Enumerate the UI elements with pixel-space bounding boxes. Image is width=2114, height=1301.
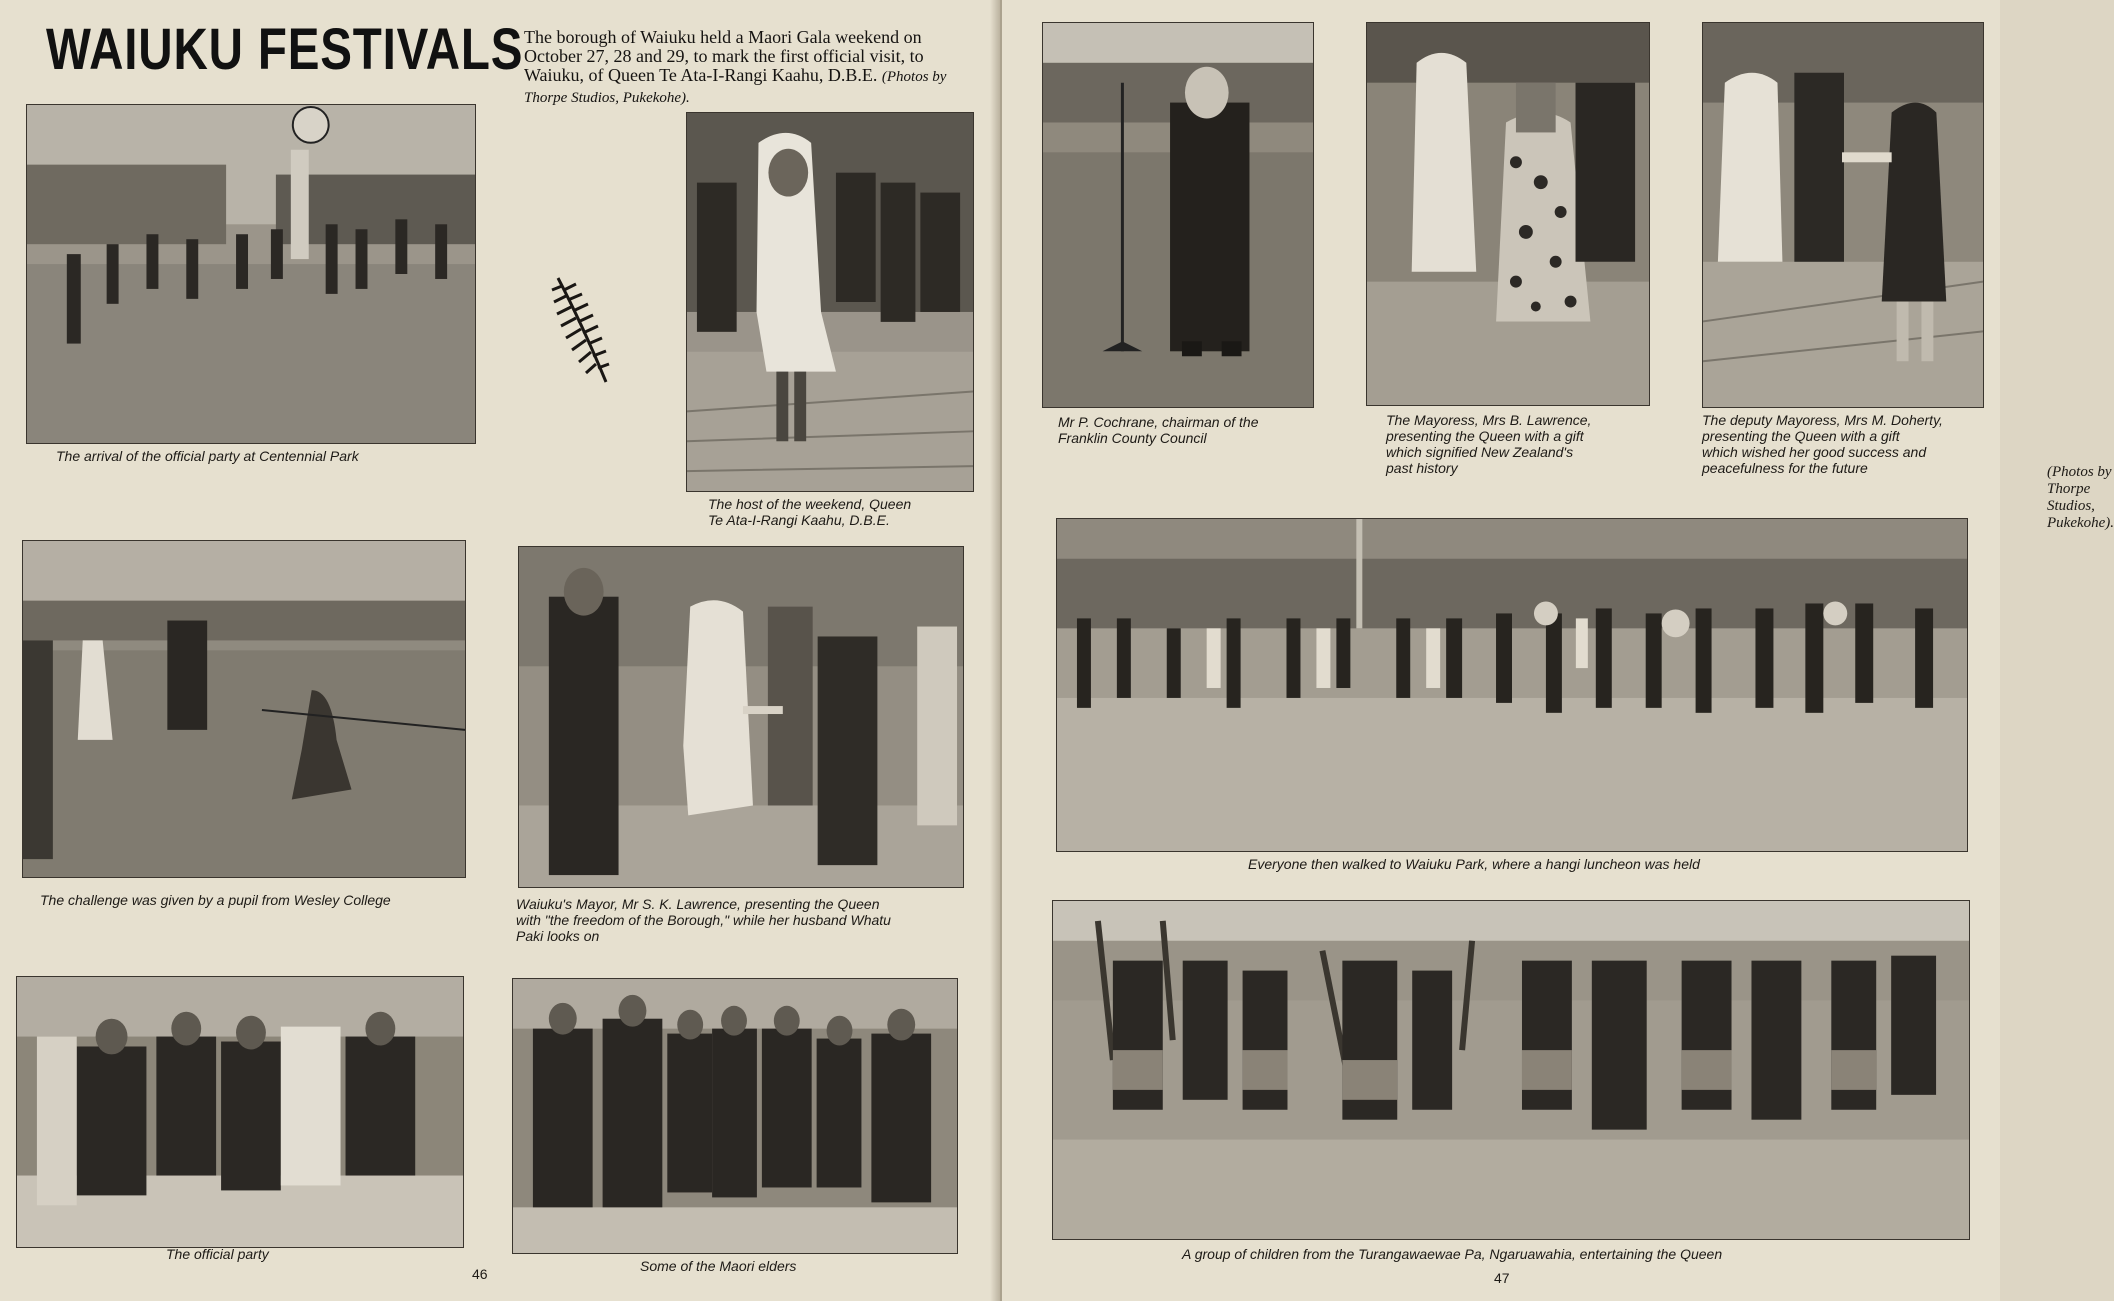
photo-children-performance bbox=[1052, 900, 1970, 1240]
left-page bbox=[0, 0, 998, 1301]
right-page bbox=[1002, 0, 2114, 1301]
intro-paragraph bbox=[524, 28, 974, 108]
caption-arrival: The arrival of the official party at Centennial Park bbox=[56, 448, 359, 464]
photo-cochrane bbox=[1042, 22, 1314, 408]
caption-mayoress: The Mayoress, Mrs B. Lawrence, presenting the Queen with a gift which signified New Zealand's past history bbox=[1386, 412, 1592, 476]
photo-official-party bbox=[16, 976, 464, 1248]
intro-text: The borough of Waiuku held a Maori Gala weekend on October 27, 28 and 29, to mark the first official visit, to Waiuku, of Queen Te Ata-I-Rangi Kaahu, D.B.E. bbox=[524, 27, 924, 85]
photo-challenge bbox=[22, 540, 466, 878]
photo-credit-right: (Photos by Thorpe Studios, Pukekohe). bbox=[2047, 464, 2114, 531]
photo-maori-elders bbox=[512, 978, 958, 1254]
fern-icon bbox=[548, 274, 616, 386]
caption-elders: Some of the Maori elders bbox=[640, 1258, 797, 1274]
caption-deputy: The deputy Mayoress, Mrs M. Doherty, presenting the Queen with a gift which wished her good success and peacefulness for the future bbox=[1702, 412, 1943, 476]
caption-mayor: Waiuku's Mayor, Mr S. K. Lawrence, presenting the Queen with "the freedom of the Borough," while her husband Whatu Paki looks on bbox=[516, 896, 891, 944]
photo-mayoress-gift bbox=[1366, 22, 1650, 406]
caption-children: A group of children from the Turangawaewae Pa, Ngaruawahia, entertaining the Queen bbox=[1182, 1246, 1723, 1262]
caption-official-party: The official party bbox=[166, 1246, 269, 1262]
page-title: WAIUKU FESTIVALS bbox=[46, 17, 524, 82]
caption-cochrane: Mr P. Cochrane, chairman of the Franklin County Council bbox=[1058, 414, 1259, 446]
page-number-right: 47 bbox=[1494, 1270, 1510, 1286]
photo-queen-host bbox=[686, 112, 974, 492]
photo-mayor-freedom bbox=[518, 546, 964, 888]
intro-photo-credit: (Photos by Thorpe Studios, Pukekohe). bbox=[524, 69, 947, 106]
photo-arrival-centennial-park bbox=[26, 104, 476, 444]
caption-host: The host of the weekend, Queen Te Ata-I-Rangi Kaahu, D.B.E. bbox=[708, 496, 912, 528]
photo-deputy-mayoress-gift bbox=[1702, 22, 1984, 408]
caption-walk: Everyone then walked to Waiuku Park, where a hangi luncheon was held bbox=[1248, 856, 1700, 872]
caption-challenge: The challenge was given by a pupil from Wesley College bbox=[40, 892, 391, 908]
photo-walk-waiuku-park bbox=[1056, 518, 1968, 852]
page-number-left: 46 bbox=[472, 1266, 488, 1282]
